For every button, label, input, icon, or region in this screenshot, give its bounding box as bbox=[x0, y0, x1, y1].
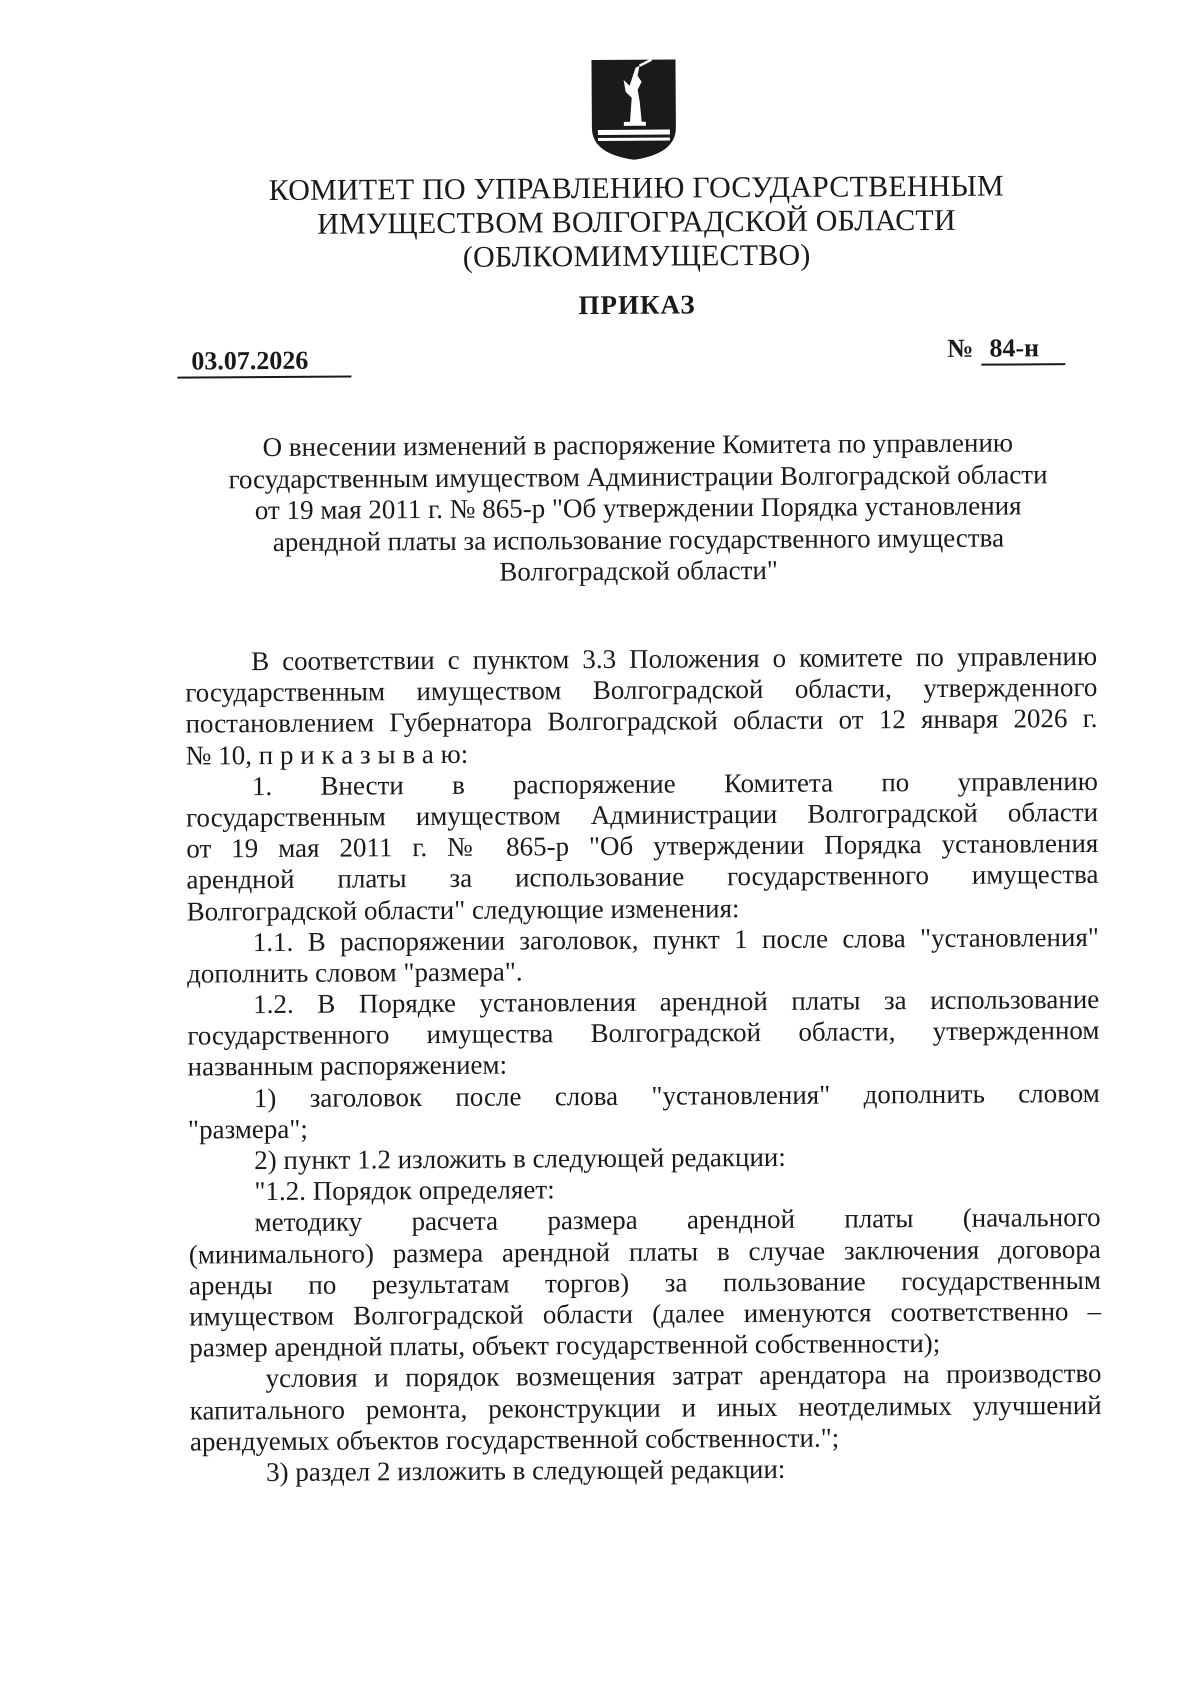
org-line: КОМИТЕТ ПО УПРАВЛЕНИЮ ГОСУДАРСТВЕННЫМ bbox=[268, 169, 1004, 208]
body-line: № 10, п р и к а з ы в а ю: bbox=[185, 738, 469, 771]
subject-line: О внесении изменений в распоряжение Комитета по управлению bbox=[262, 427, 1014, 463]
body-line: имуществом Волгоградской области (далее именуются соответственно – bbox=[189, 1295, 1102, 1332]
body-line: 2) пункт 1.2 изложить в следующей редакции: bbox=[254, 1141, 786, 1176]
body-line: Волгоградской области" следующие изменения: bbox=[186, 892, 740, 927]
body-line: "размера"; bbox=[187, 1113, 308, 1145]
body-line: названным распоряжением: bbox=[187, 1050, 508, 1082]
body-line: арендуемых объектов государственной собственности."; bbox=[189, 1422, 840, 1457]
subject-line: Волгоградской области" bbox=[499, 554, 778, 587]
document-date: 03.07.2026 bbox=[177, 346, 351, 379]
body-line: 1.2. В Порядке установления арендной платы за использование bbox=[253, 984, 1100, 1020]
body-line: методику расчета размера арендной платы (начального bbox=[254, 1202, 1101, 1238]
body-line: В соответствии с пунктом 3.3 Положения о комитете по управлению bbox=[251, 640, 1098, 677]
body-line: дополнить словом "размера". bbox=[186, 956, 523, 989]
subject-line: арендной платы за использование государственного имущества bbox=[272, 522, 1005, 557]
org-line: ИМУЩЕСТВОМ ВОЛГОГРАДСКОЙ ОБЛАСТИ bbox=[317, 203, 956, 241]
subject-line: государственным имуществом Администрации Волгоградской области bbox=[228, 458, 1048, 494]
body-line: арендной платы за использование государственного имущества bbox=[186, 859, 1099, 895]
document-body bbox=[185, 641, 1102, 1489]
body-line: размер арендной платы, объект государственной собственности); bbox=[189, 1328, 941, 1363]
number-sign: № bbox=[947, 333, 974, 363]
subject-line: от 19 мая 2011 г. № 865-р "Об утверждении Порядка установления bbox=[254, 490, 1022, 526]
body-line: от 19 мая 2011 г. № 865-р "Об утверждении Порядка установления bbox=[186, 828, 1099, 864]
org-line: (ОБЛКОМИМУЩЕСТВО) bbox=[462, 238, 811, 274]
document-subject bbox=[178, 427, 1099, 590]
body-line: "1.2. Порядок определяет: bbox=[254, 1174, 555, 1207]
body-line: 3) раздел 2 изложить в следующей редакции: bbox=[266, 1453, 786, 1487]
body-line: условия и порядок возмещения затрат арендатора на производство bbox=[265, 1358, 1102, 1394]
body-line: 1. Внести в распоряжение Комитета по управлению bbox=[251, 765, 1098, 801]
body-line: (минимального) размера арендной платы в случае заключения договора bbox=[188, 1233, 1101, 1270]
document-type: ПРИКАЗ bbox=[578, 289, 696, 321]
body-line: государственным имуществом Волгоградской области, утвержденного bbox=[185, 672, 1098, 708]
body-line: капитального ремонта, реконструкции и иных неотделимых улучшений bbox=[189, 1389, 1102, 1426]
body-line: государственного имущества Волгоградской области, утвержденном bbox=[187, 1015, 1100, 1051]
body-line: 1.1. В распоряжении заголовок, пункт 1 после слова "установления" bbox=[252, 921, 1099, 957]
body-line: 1) заголовок после слова "установления" дополнить словом bbox=[253, 1077, 1100, 1113]
document-number bbox=[947, 333, 1065, 366]
body-line: государственным имуществом Администрации Волгоградской области bbox=[186, 796, 1099, 833]
number-value: 84-н bbox=[981, 333, 1065, 366]
coat-of-arms-icon bbox=[589, 58, 678, 163]
body-line: аренды по результатам торгов) за пользование государственным bbox=[188, 1264, 1102, 1301]
organization-name bbox=[196, 169, 1077, 276]
body-line: постановлением Губернатора Волгоградской области от 12 января 2026 г. bbox=[185, 703, 1098, 739]
